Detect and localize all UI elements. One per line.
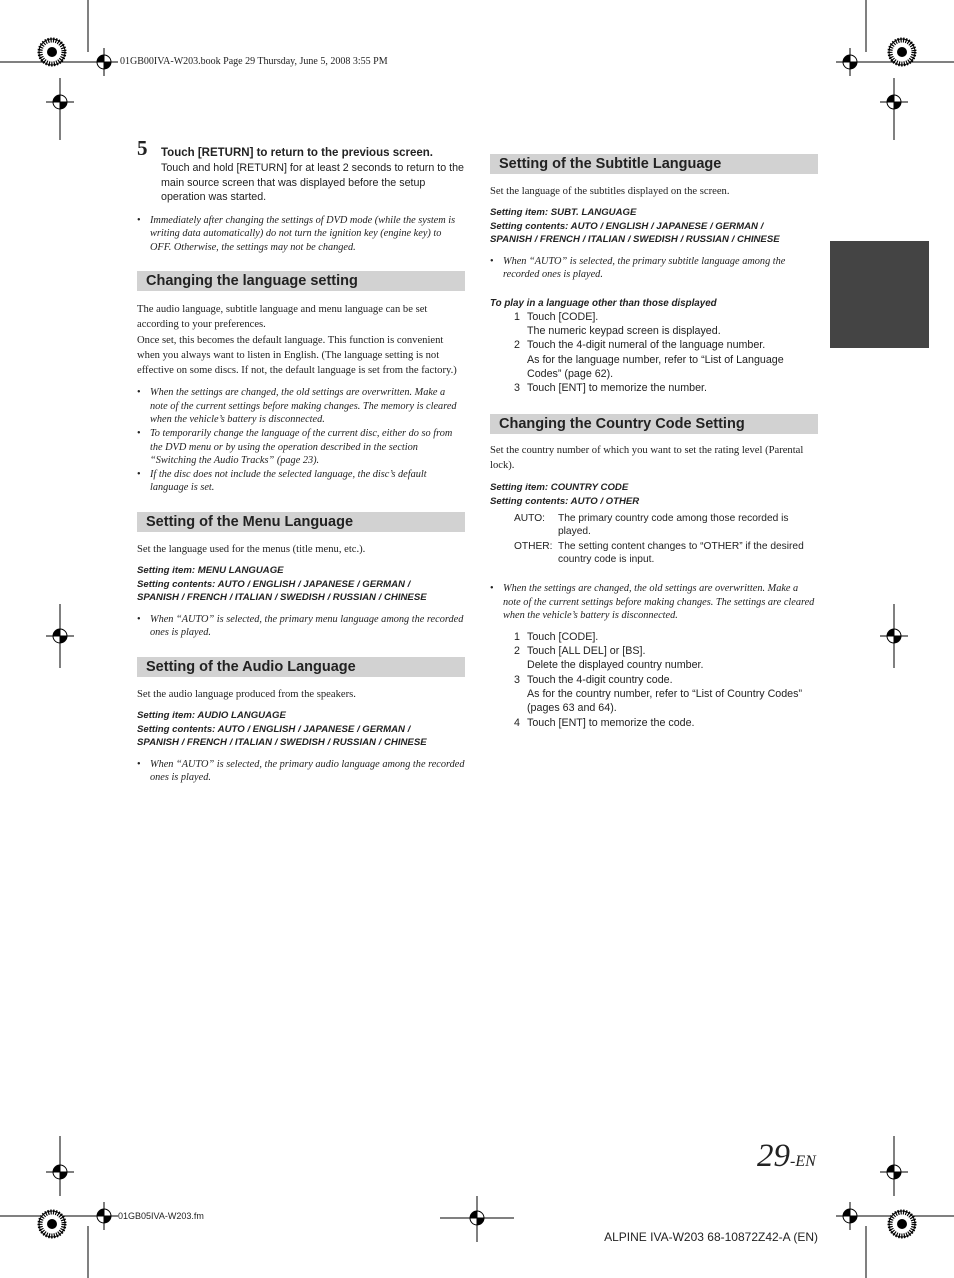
language-setting-para-2: Once set, this becomes the default language. This function is convenient when you always want to listen in English. (The language setting is not effective on some discs. If not, the default language is set from the factory.)	[137, 334, 457, 377]
definition-row	[514, 540, 818, 566]
section-title-menu-language: Setting of the Menu Language	[137, 512, 465, 532]
note-item: • If the disc does not include the selected language, the disc’s default language is set.	[137, 468, 465, 495]
setting-contents: Setting contents: AUTO / ENGLISH / JAPANESE / GERMAN /	[490, 220, 764, 232]
setting-contents: Setting contents: AUTO / ENGLISH / JAPANESE / GERMAN /	[137, 723, 411, 735]
left-column	[137, 136, 465, 785]
setting-contents: Setting contents: AUTO / OTHER	[490, 495, 640, 507]
step-number: 1	[514, 630, 520, 643]
setting-item: Setting item: SUBT. LANGUAGE	[490, 207, 637, 219]
country-code-settings	[490, 481, 818, 508]
setting-contents-cont: SPANISH / FRENCH / ITALIAN / SWEDISH / RUSSIAN / CHINESE	[137, 592, 427, 604]
step-item	[514, 673, 818, 716]
step-line: Touch [ALL DEL] or [BS].	[527, 645, 646, 658]
section-title-audio-language: Setting of the Audio Language	[137, 657, 465, 677]
step-number: 2	[514, 339, 520, 352]
other-language-heading: To play in a language other than those displayed	[490, 297, 717, 309]
step-line: As for the language number, refer to “List of Language Codes” (page 62).	[527, 353, 784, 381]
setting-contents-cont: SPANISH / FRENCH / ITALIAN / SWEDISH / RUSSIAN / CHINESE	[137, 737, 427, 749]
step-item	[514, 716, 818, 730]
language-setting-notes	[137, 386, 465, 495]
audio-language-desc: Set the audio language produced from the speakers.	[137, 688, 356, 700]
menu-language-settings	[137, 564, 465, 605]
setting-contents-cont: SPANISH / FRENCH / ITALIAN / SWEDISH / RUSSIAN / CHINESE	[490, 234, 780, 246]
step-number: 1	[514, 310, 520, 323]
note-item: • When the settings are changed, the old settings are overwritten. Make a note of the current settings before making changes. The memory is cleared when the vehicle’s battery is disconnected.	[137, 386, 465, 427]
step-line: Touch [CODE].	[527, 310, 599, 323]
step-number: 4	[514, 716, 520, 729]
step-line: Touch [ENT] to memorize the code.	[527, 716, 695, 729]
note-item: • When the settings are changed, the old settings are overwritten. Make a note of the current settings before making changes. The settings are cleared when the vehicle’s battery is disconnected.	[490, 582, 818, 623]
step-number: 3	[514, 673, 520, 686]
step-line: Delete the displayed country number.	[527, 659, 704, 672]
step-5-heading	[137, 136, 465, 160]
step-item	[514, 381, 818, 395]
step-number: 2	[514, 645, 520, 658]
step-line: As for the country number, refer to “List of Country Codes” (pages 63 and 64).	[527, 688, 803, 715]
note-item: • When “AUTO” is selected, the primary audio language among the recorded ones is played.	[137, 758, 465, 785]
step-number: 3	[514, 382, 520, 395]
step-line: Touch [ENT] to memorize the number.	[527, 382, 707, 395]
country-code-steps	[490, 630, 818, 730]
step-item	[514, 338, 818, 381]
subtitle-language-notes	[490, 255, 818, 282]
country-code-definitions	[514, 512, 818, 566]
note-item: • To temporarily change the language of the current disc, either do so from the DVD menu or by using the operation described in the section “Switching the Audio Tracks” (page 23).	[137, 427, 465, 468]
subtitle-language-desc: Set the language of the subtitles displayed on the screen.	[490, 186, 730, 197]
right-column	[490, 154, 818, 730]
language-setting-para-1: The audio language, subtitle language and menu language can be set according to your preferences.	[137, 304, 428, 331]
note-item: • When “AUTO” is selected, the primary subtitle language among the recorded ones is played.	[490, 255, 818, 282]
step-5-body: Touch and hold [RETURN] for at least 2 seconds to return to the main source screen that was displayed before the setup operation was started.	[161, 162, 464, 203]
page-number-value: 29	[757, 1138, 790, 1174]
audio-language-settings	[137, 709, 465, 750]
step-title: Touch [RETURN] to return to the previous screen.	[161, 147, 433, 159]
setting-item: Setting item: AUDIO LANGUAGE	[137, 710, 286, 722]
setting-item: Setting item: COUNTRY CODE	[490, 482, 629, 494]
note-item: • Immediately after changing the settings of DVD mode (while the system is writing data automatically) do not turn the ignition key (engine key) to OFF. Otherwise, the settings may not be changed.	[137, 214, 465, 255]
page-number-suffix: -EN	[790, 1153, 816, 1170]
definition-term: OTHER:	[514, 541, 553, 553]
menu-language-notes	[137, 613, 465, 640]
country-code-desc: Set the country number of which you want to set the rating level (Parental lock).	[490, 444, 804, 471]
country-code-notes	[490, 582, 818, 623]
footer-file-name: 01GB05IVA-W203.fm	[118, 1211, 204, 1221]
step-line: Touch [CODE].	[527, 630, 599, 643]
step-line: Touch the 4-digit numeral of the language number.	[527, 339, 766, 352]
note-item: • When “AUTO” is selected, the primary menu language among the recorded ones is played.	[137, 613, 465, 640]
other-language-steps	[490, 310, 818, 396]
setting-item: Setting item: MENU LANGUAGE	[137, 565, 284, 577]
section-title-subtitle-language: Setting of the Subtitle Language	[490, 154, 818, 174]
step-line: The numeric keypad screen is displayed.	[527, 325, 721, 338]
step-item	[514, 630, 818, 644]
step-5-notes	[137, 214, 465, 255]
definition-desc: The setting content changes to “OTHER” if the desired country code is input.	[558, 541, 804, 566]
menu-language-desc: Set the language used for the menus (title menu, etc.).	[137, 544, 366, 556]
definition-term: AUTO:	[514, 513, 545, 525]
section-title-country-code: Changing the Country Code Setting	[490, 414, 818, 434]
step-item	[514, 644, 818, 673]
setting-contents: Setting contents: AUTO / ENGLISH / JAPANESE / GERMAN /	[137, 578, 411, 590]
step-item	[514, 310, 818, 339]
footer-model: ALPINE IVA-W203 68-10872Z42-A (EN)	[604, 1230, 818, 1244]
definition-desc: The primary country code among those recorded is played.	[558, 513, 789, 538]
subtitle-language-settings	[490, 206, 818, 247]
section-title-language-setting: Changing the language setting	[137, 271, 465, 291]
page-number	[757, 1138, 816, 1175]
side-tab	[830, 241, 929, 348]
print-header: 01GB00IVA-W203.book Page 29 Thursday, June 5, 2008 3:55 PM	[120, 56, 388, 67]
definition-row	[514, 512, 818, 538]
step-number: 5	[137, 136, 148, 160]
step-line: Touch the 4-digit country code.	[527, 673, 673, 686]
audio-language-notes	[137, 758, 465, 785]
